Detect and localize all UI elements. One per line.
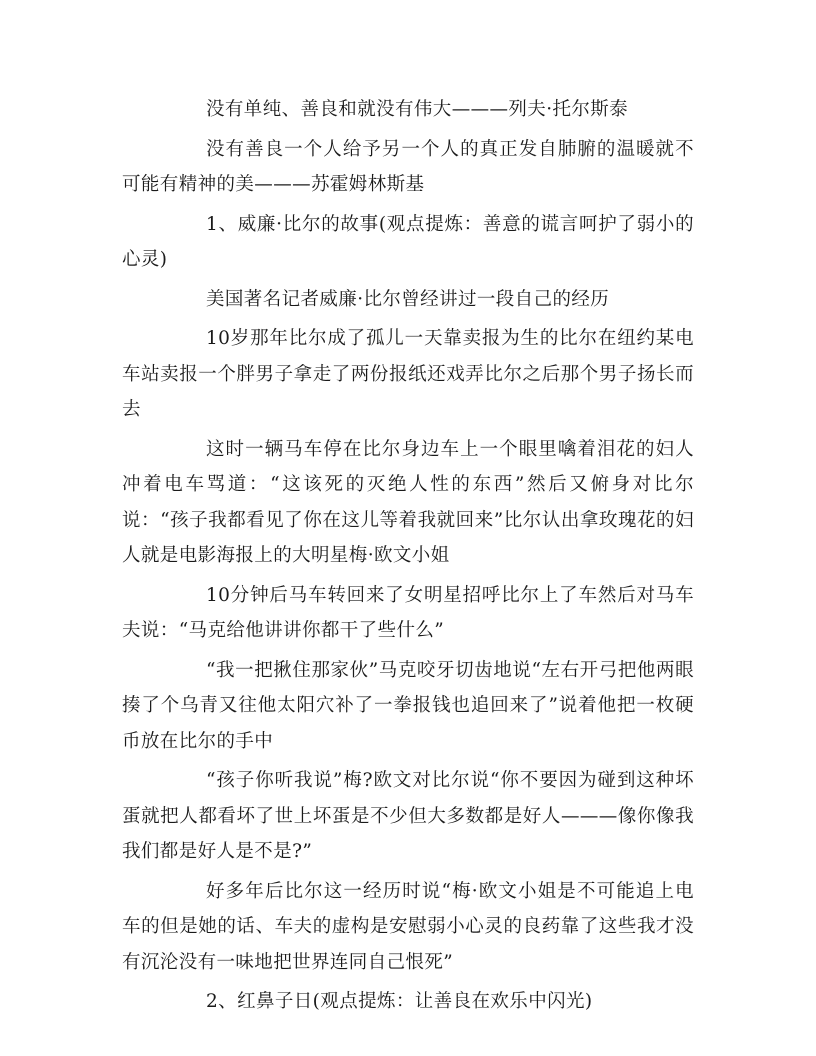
body-paragraph: “我一把揪住那家伙”马克咬牙切齿地说“左右开弓把他两眼揍了个乌青又往他太阳穴补了一拳报钱也追回来了”说着他把一枚硬币放在比尔的手中 (122, 659, 694, 752)
quote-sukhomlinsky: 没有善良一个人给予另一个人的真正发自肺腑的温暖就不可能有精神的美———苏霍姆林斯基 (122, 138, 694, 195)
body-paragraph: 10岁那年比尔成了孤儿一天靠卖报为生的比尔在纽约某电车站卖报一个胖男子拿走了两份报纸还戏弄比尔之后那个男子扬长而去 (122, 328, 694, 420)
section-heading-2: 2、红鼻子日(观点提炼：让善良在欢乐中闪光) (206, 991, 593, 1012)
document-body (122, 92, 694, 1024)
section-heading-1: 1、威廉·比尔的故事(观点提炼：善意的谎言呵护了弱小的心灵) (122, 213, 694, 270)
body-paragraph: 10分钟后马车转回来了女明星招呼比尔上了车然后对马车夫说：“马克给他讲讲你都干了些什么” (122, 584, 694, 641)
quote-tolstoy: 没有单纯、善良和就没有伟大———列夫·托尔斯泰 (206, 99, 629, 120)
body-paragraph: 这时一辆马车停在比尔身边车上一个眼里噙着泪花的妇人冲着电车骂道：“这该死的灭绝人性的东西”然后又俯身对比尔说：“孩子我都看见了你在这儿等着我就回来”比尔认出拿玫瑰花的妇人就是电影海报上的大明星梅·欧文小姐 (122, 438, 694, 566)
body-paragraph: “孩子你听我说”梅?欧文对比尔说“你不要因为碰到这种坏蛋就把人都看坏了世上坏蛋是不少但大多数都是好人———像你像我我们都是好人是不是?” (122, 770, 694, 862)
body-paragraph: 好多年后比尔这一经历时说“梅·欧文小姐是不可能追上电车的但是她的话、车夫的虚构是安慰弱小心灵的良药靠了这些我才没有沉沦没有一味地把世界连同自己恨死” (122, 880, 694, 973)
body-paragraph: 美国著名记者威廉·比尔曾经讲过一段自己的经历 (206, 288, 610, 310)
